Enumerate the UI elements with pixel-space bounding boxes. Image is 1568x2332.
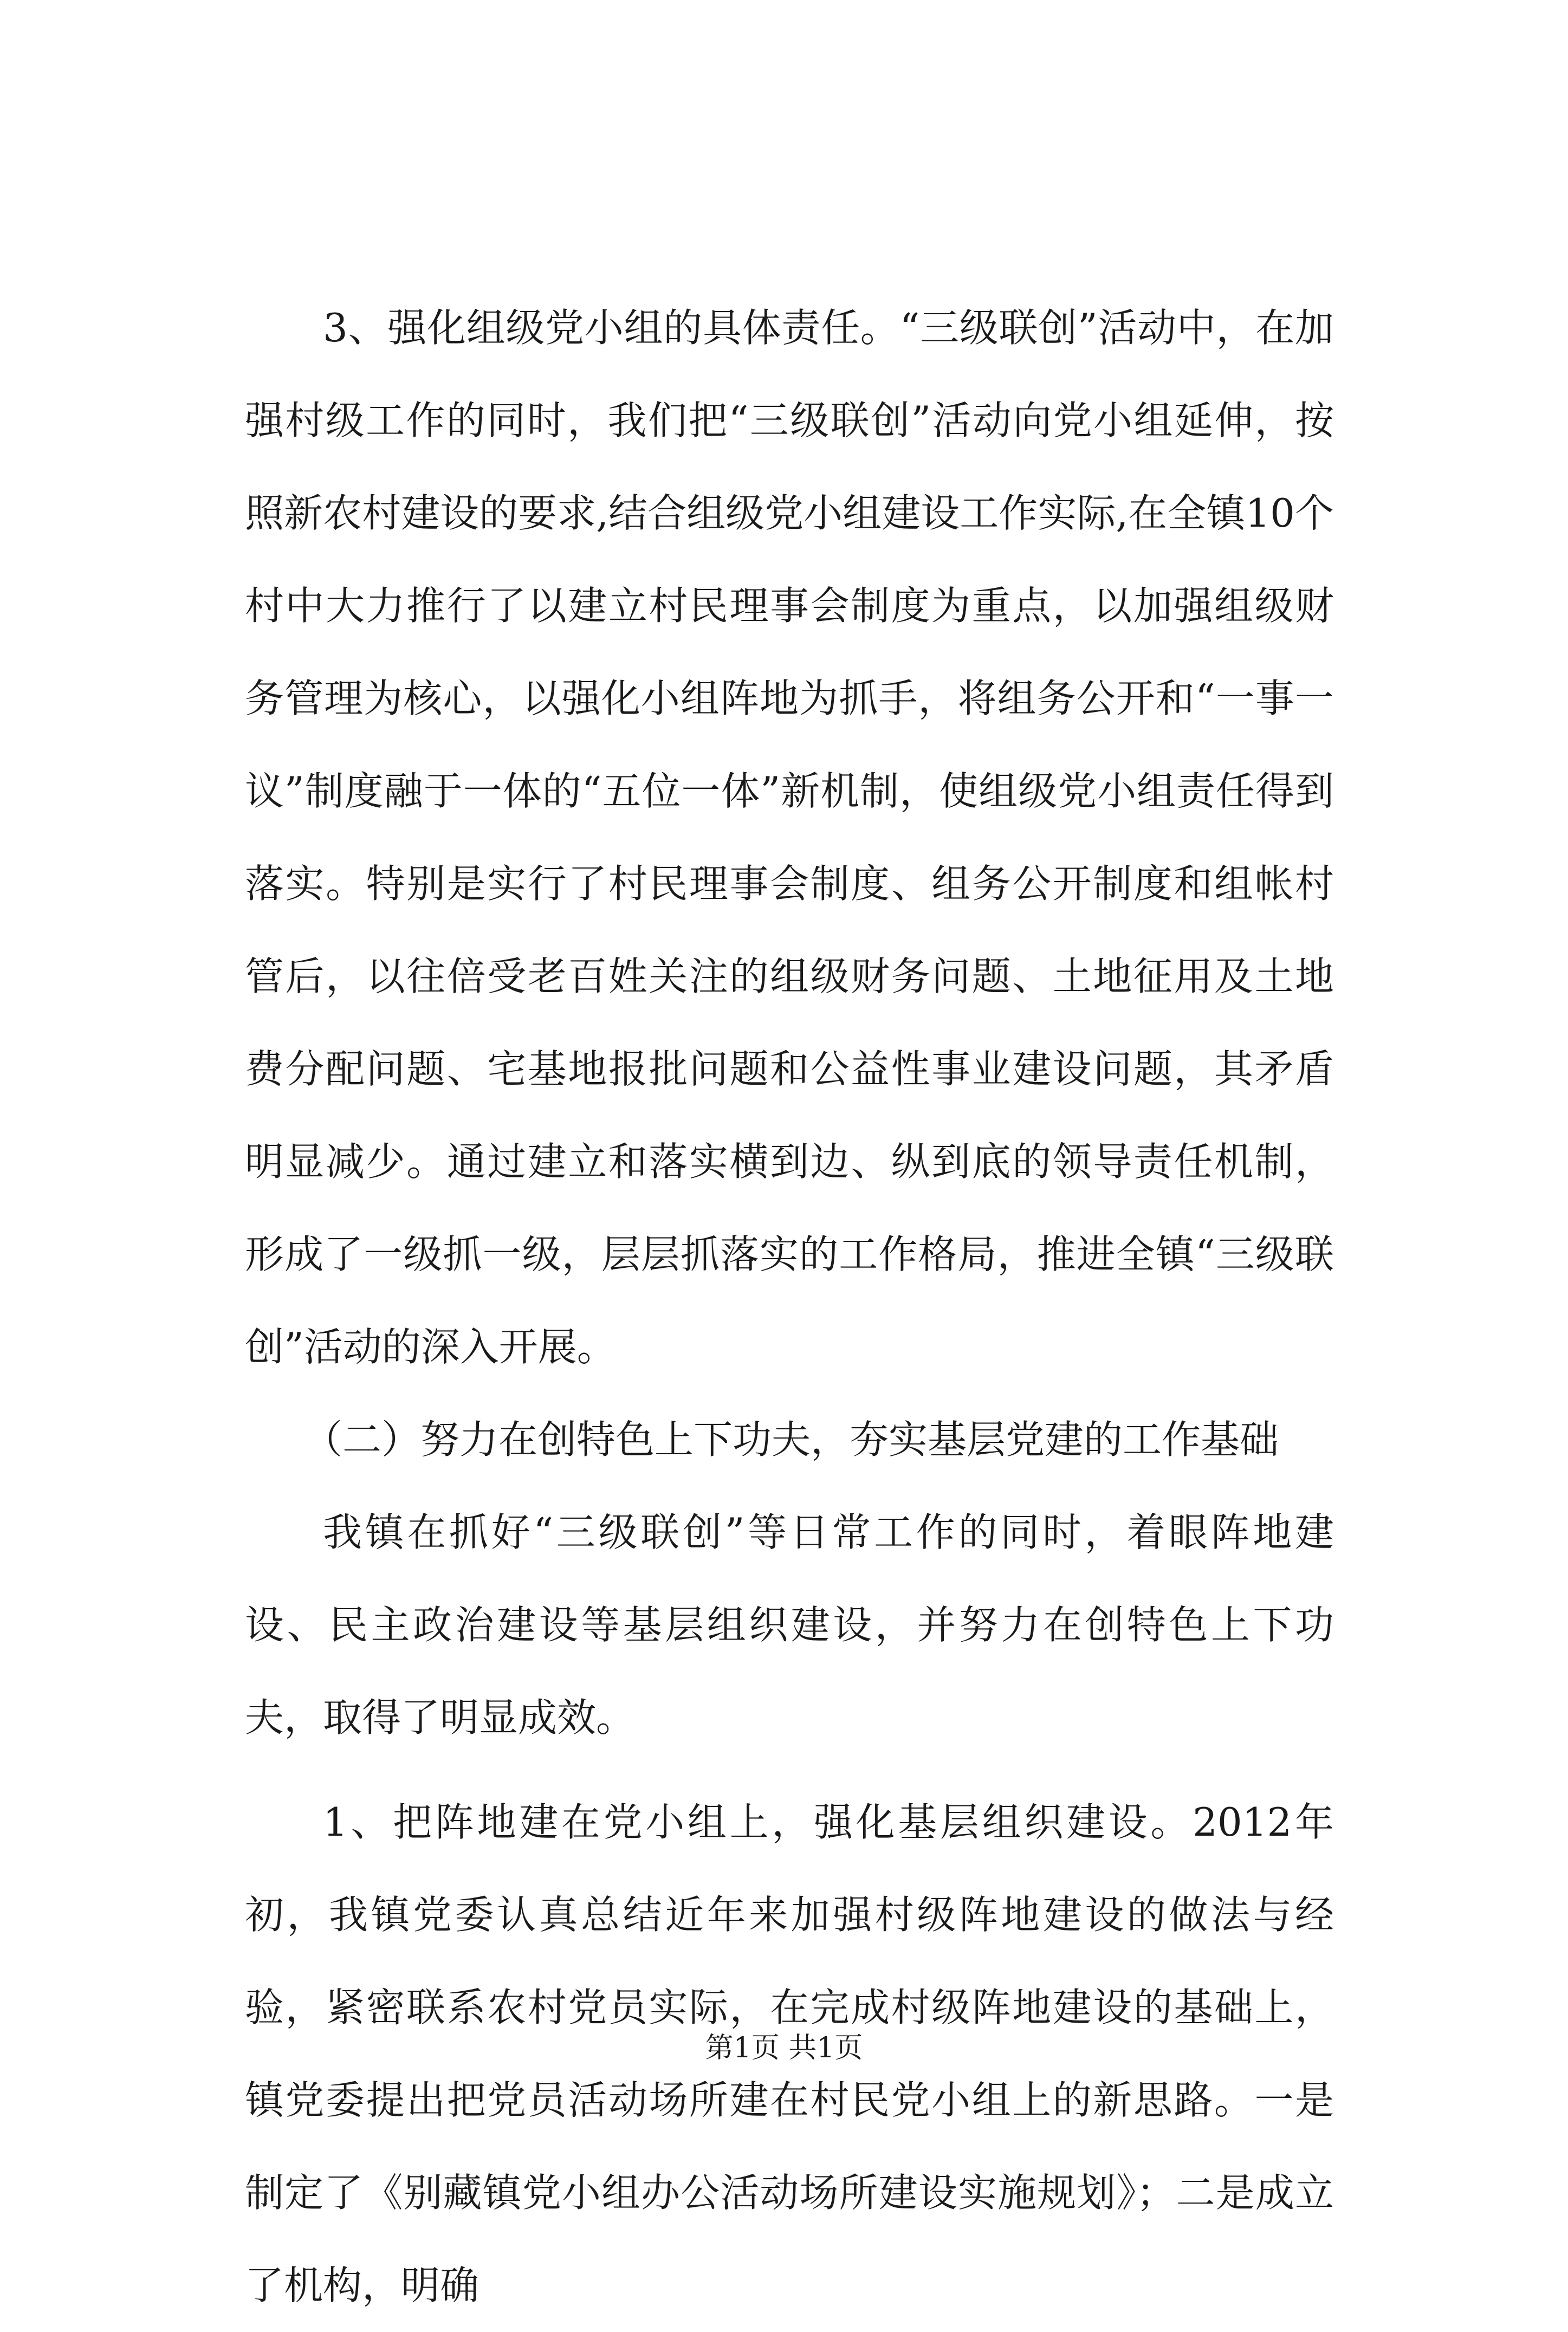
paragraph-position-building: 1、把阵地建在党小组上，强化基层组织建设。2012年初，我镇党委认真总结近年来加强村级阵地建设的做法与经验，紧密联系农村党员实际，在完成村级阵地建设的基础上，镇党委提出把党员活动场所建在村民党小组上的新思路。一是制定了《别藏镇党小组办公活动场所建设实施规划》；二是成立了机构，明确	[245, 1799, 1334, 2308]
section-heading-two: （二）努力在创特色上下功夫，夯实基层党建的工作基础	[303, 1417, 1279, 1462]
paragraph-group-responsibility: 3、强化组级党小组的具体责任。“三级联创”活动中，在加强村级工作的同时，我们把“三级联创”活动向党小组延伸，按照新农村建设的要求,结合组级党小组建设工作实际,在全镇10个村中大力推行了以建立村民理事会制度为重点，以加强组级财务管理为核心，以强化小组阵地为抓手，将组务公开和“一事一议”制度融于一体的“五位一体”新机制，使组级党小组责任得到落实。特别是实行了村民理事会制度、组务公开制度和组帐村管后，以往倍受老百姓关注的组级财务问题、土地征用及土地费分配问题、宅基地报批问题和公益性事业建设问题，其矛盾明显减少。通过建立和落实横到边、纵到底的领导责任机制，形成了一级抓一级，层层抓落实的工作格局，推进全镇“三级联创”活动的深入开展。	[245, 305, 1334, 1370]
page-footer: 第1页 共1页	[705, 2032, 863, 2064]
document-body	[245, 282, 1334, 2332]
paragraph-section-intro: 我镇在抓好“三级联创”等日常工作的同时，着眼阵地建设、民主政治建设等基层组织建设，并努力在创特色上下功夫，取得了明显成效。	[245, 1510, 1334, 1740]
